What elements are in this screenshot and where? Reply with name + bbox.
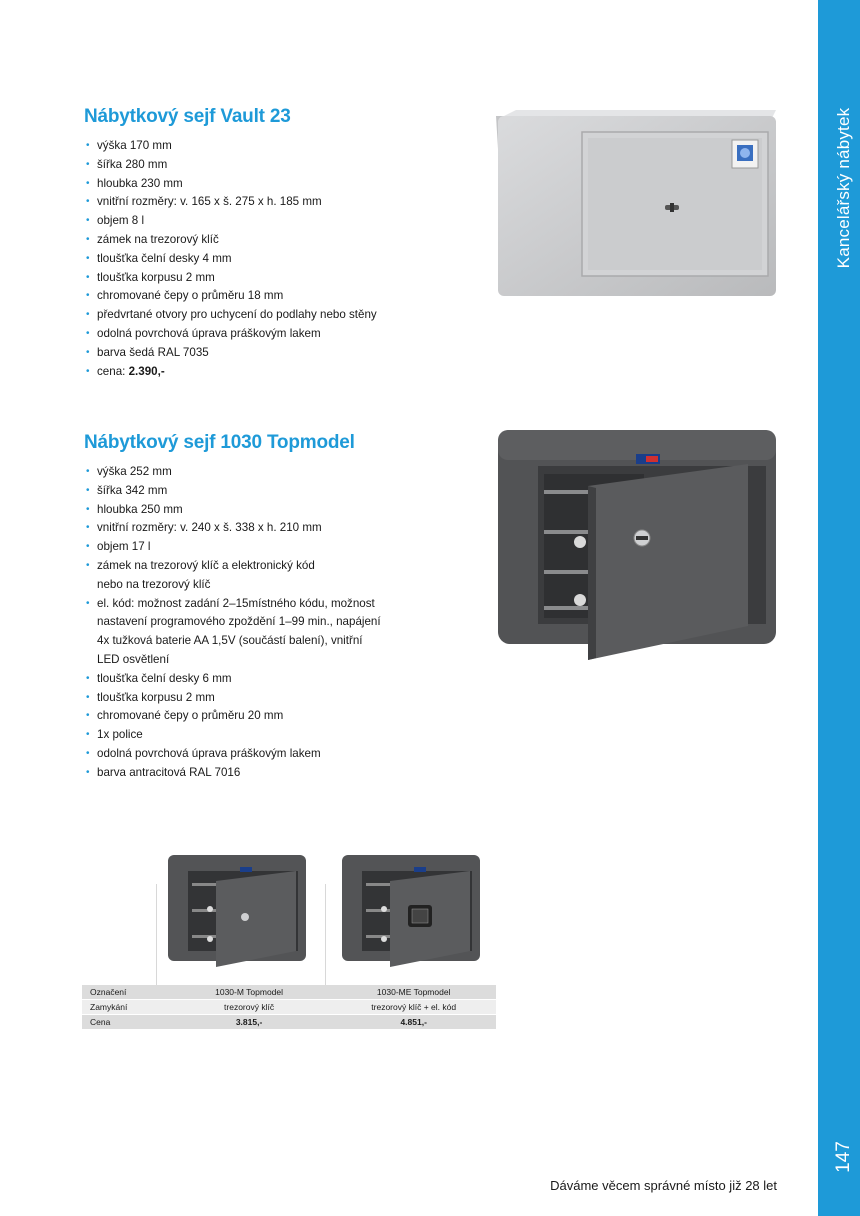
variant-m-safe-image bbox=[166, 853, 310, 971]
variant-price-table bbox=[82, 985, 496, 1030]
spec-item: • barva šedá RAL 7035 bbox=[85, 344, 405, 363]
spec-item: • zámek na trezorový klíč bbox=[85, 231, 405, 250]
vault23-safe-image bbox=[496, 110, 780, 296]
spec-item: • 1x police bbox=[85, 726, 415, 745]
table-cell: trezorový klíč + el. kód bbox=[331, 1000, 496, 1015]
price-value: 2.390,- bbox=[128, 364, 165, 378]
spec-item: • vnitřní rozměry: v. 240 x š. 338 x h. 210 mm bbox=[85, 519, 415, 538]
spec-item: • tloušťka korpusu 2 mm bbox=[85, 689, 415, 708]
spec-continuation: nebo na trezorový klíč bbox=[97, 577, 211, 591]
spec-item: • barva antracitová RAL 7016 bbox=[85, 764, 415, 783]
spec-item: • výška 170 mm bbox=[85, 137, 405, 156]
row-label: Cena bbox=[82, 1015, 167, 1030]
spec-item: • vnitřní rozměry: v. 165 x š. 275 x h. 185 mm bbox=[85, 193, 405, 212]
spec-item: • předvrtané otvory pro uchycení do podlahy nebo stěny bbox=[85, 306, 405, 325]
page-number: 147 bbox=[833, 1141, 854, 1173]
spec-item: • šířka 280 mm bbox=[85, 156, 405, 175]
price-label: cena: bbox=[97, 364, 129, 378]
spec-item: • hloubka 230 mm bbox=[85, 175, 405, 194]
spec-item: • objem 8 l bbox=[85, 212, 405, 231]
spec-item: • tloušťka čelní desky 4 mm bbox=[85, 250, 405, 269]
spec-item: • chromované čepy o průměru 20 mm bbox=[85, 707, 415, 726]
spec-item: • tloušťka korpusu 2 mm bbox=[85, 269, 405, 288]
spec-item: • šířka 342 mm bbox=[85, 482, 415, 501]
table-row bbox=[82, 985, 496, 1000]
table-cell: 1030-M Topmodel bbox=[167, 985, 332, 1000]
table-row bbox=[82, 1015, 496, 1030]
spec-item: • odolná povrchová úprava práškovým lakem bbox=[85, 325, 405, 344]
table-row bbox=[82, 1000, 496, 1015]
row-label: Zamykání bbox=[82, 1000, 167, 1015]
product2-spec-list bbox=[85, 463, 415, 783]
spec-item: • chromované čepy o průměru 18 mm bbox=[85, 287, 405, 306]
footer-tagline: Dáváme věcem správné místo již 28 let bbox=[550, 1178, 777, 1193]
spec-continuation: 4x tužková baterie AA 1,5V (součástí balení), vnitřní bbox=[97, 634, 363, 648]
column-divider bbox=[156, 884, 157, 985]
category-title: Kancelářský nábytek bbox=[834, 107, 853, 269]
spec-continuation: LED osvětlení bbox=[97, 652, 170, 666]
product1-spec-list bbox=[85, 137, 405, 381]
spec-item: • zámek na trezorový klíč a elektronický kód bbox=[85, 557, 415, 576]
spec-item: • el. kód: možnost zadání 2–15místného kódu, možnost bbox=[85, 595, 415, 614]
spec-item: • hloubka 250 mm bbox=[85, 501, 415, 520]
price-item bbox=[85, 363, 405, 382]
column-divider bbox=[325, 884, 326, 985]
table-cell: trezorový klíč bbox=[167, 1000, 332, 1015]
row-label: Označení bbox=[82, 985, 167, 1000]
spec-item: • tloušťka čelní desky 6 mm bbox=[85, 670, 415, 689]
table-cell: 4.851,- bbox=[331, 1015, 496, 1030]
product1-title: Nábytkový sejf Vault 23 bbox=[84, 106, 291, 127]
table-cell: 3.815,- bbox=[167, 1015, 332, 1030]
spec-item: • odolná povrchová úprava práškovým lakem bbox=[85, 745, 415, 764]
product2-title: Nábytkový sejf 1030 Topmodel bbox=[84, 432, 355, 453]
variant-me-safe-image bbox=[340, 853, 484, 971]
table-cell: 1030-ME Topmodel bbox=[331, 985, 496, 1000]
spec-item: • objem 17 l bbox=[85, 538, 415, 557]
topmodel-safe-image bbox=[496, 430, 780, 662]
spec-item: • výška 252 mm bbox=[85, 463, 415, 482]
spec-continuation: nastavení programového zpoždění 1–99 min., napájení bbox=[97, 615, 381, 629]
